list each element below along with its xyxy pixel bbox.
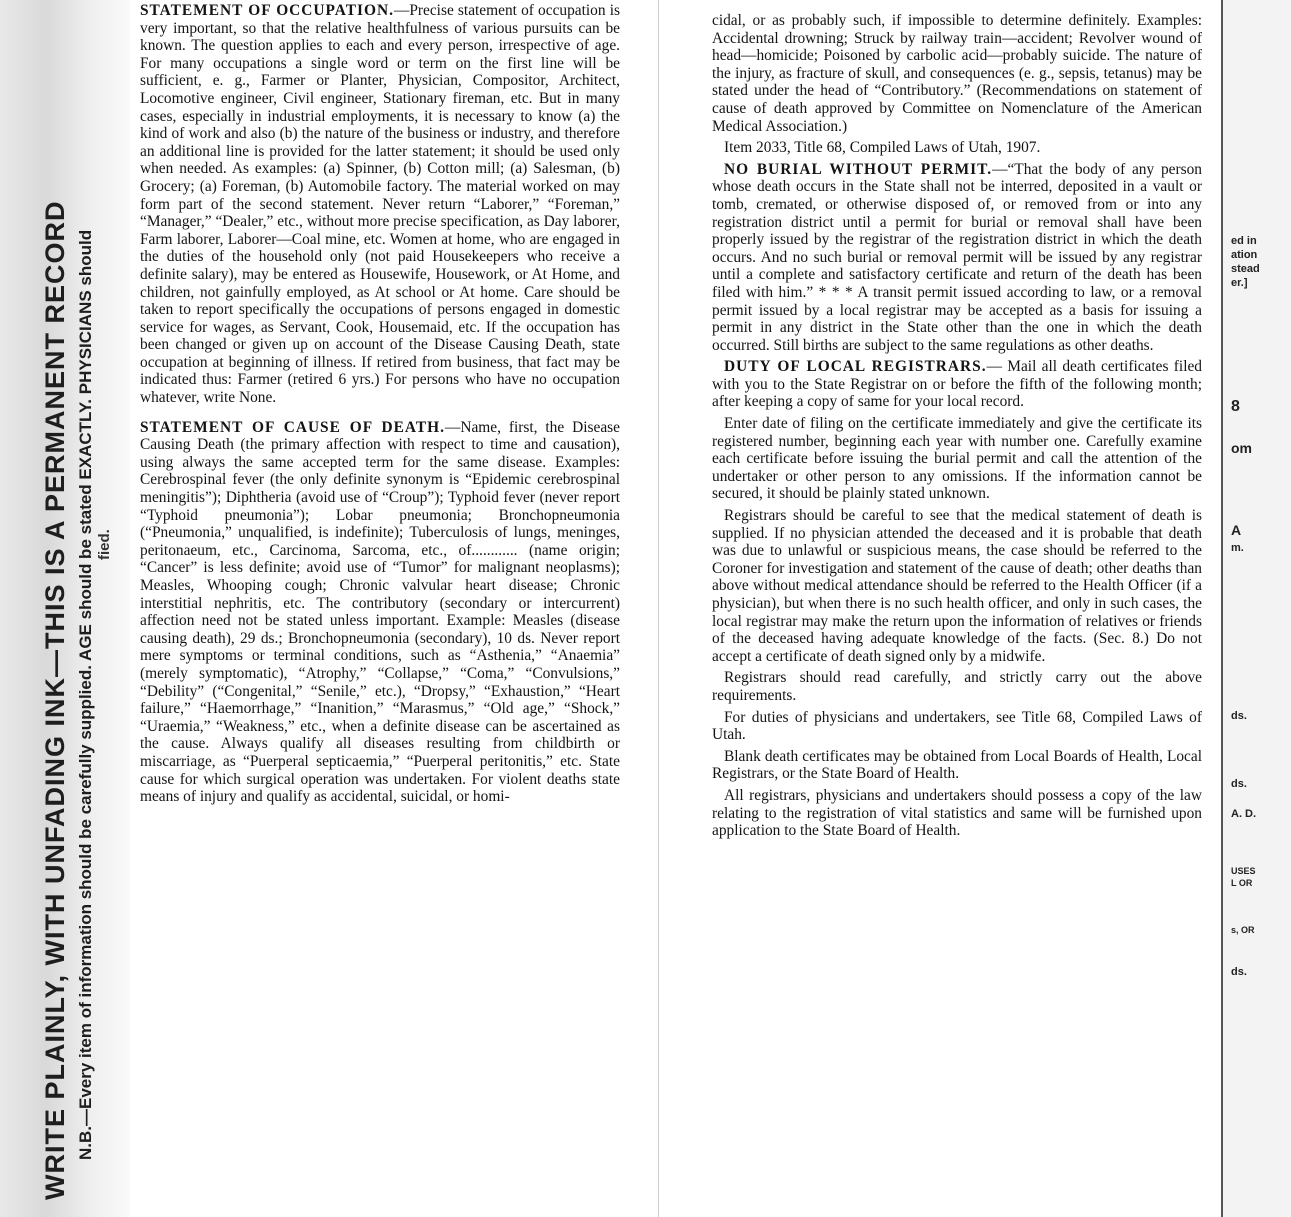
duty-body: — Mail all death certificates filed with you to the State Registrar on or before the fifth of the following month; after keeping a copy of same for your local record. [712,358,1202,411]
duty-paragraph: For duties of physicians and undertakers, see Title 68, Compiled Laws of Utah. [712,708,1202,744]
burial-section [712,161,1202,355]
cause-of-death-section [140,419,620,806]
margin-fragment: stead [1231,263,1260,275]
duty-paragraph: Blank death certificates may be obtained from Local Boards of Health, Local Registrars, or the State Board of Health. [712,747,1202,783]
duty-paragraph: Enter date of filing on the certificate immediately and give the certificate its registered number, beginning each year with number one. Carefully examine each certificate before issuing the burial permit and call the attention of the undertaker or other person to any omissions. If the information cannot be secured, it should be plainly stated unknown. [712,415,1202,503]
margin-fragment: A [1231,522,1242,538]
margin-fragment: er.] [1231,277,1248,289]
occupation-heading: STATEMENT OF OCCUPATION. [140,2,394,19]
cause-continuation: cidal, or as probably such, if impossible to determine definitely. Examples: Accidental drowning; Struck by railway train—accident; Revolver wound of head—homicide; Poisoned by carbolic acid—probably suicide. The nature of the injury, as fracture of skull, and consequences (e. g., sepsis, tetanus) may be stated under the head of “Contributory.” (Recommendations on statement of cause of death approved by Committee on Nomenclature of the American Medical Association.) [712,12,1202,135]
information-notice-fragment: fied. [96,529,113,560]
duty-paragraph: All registrars, physicians and undertakers should possess a copy of the law relating to the registration of vital statistics and same will be furnished upon application to the State Board of Health. [712,786,1202,840]
left-margin-strip [0,0,130,1217]
margin-fragment: USES [1231,866,1256,876]
item-reference: Item 2033, Title 68, Compiled Laws of Utah, 1907. [724,139,1041,157]
burial-body: —“That the body of any person whose death occurs in the State shall not be interred, deposited in a vault or tomb, cremated, or otherwise disposed of, or removed from or into any registration district until a permit for burial or removal shall have been properly issued by the registrar of the registration district in which the death occurs. And no such burial or removal permit will be issued by any registrar until a complete and satisfactory certificate and return of the death has been filed with him.” * * * A transit permit issued according to law, or a removal permit issued by a local registrar may be accepted as a basis for issuing a permit in any district in the State other than the one in which the death occurred. Still births are subject to the same regulations as other deaths. [712,160,1202,354]
margin-fragment: ds. [1231,710,1247,722]
margin-fragment: 8 [1231,398,1240,415]
margin-fragment: ation [1231,249,1258,261]
margin-fragment: ds. [1231,966,1247,978]
margin-fragment: ed in [1231,235,1257,247]
duty-paragraph: Registrars should be careful to see that the medical statement of death is supplied. If no physician attended the deceased and it is probable that death was due to unlawful or suspicious means, the case should be referred to the Coroner for investigation and statement of the cause of death; other deaths than above without medical attendance should be referred to the Health Officer (if a physician), but when there is no such health officer, and only in such cases, the local registrar may make the return upon the information of relatives or friends of the deceased having adequate knowledge of the facts. (Sec. 8.) Do not accept a certificate of death signed only by a midwife. [712,507,1202,665]
margin-fragment: ds. [1231,778,1247,790]
permanent-record-notice: WRITE PLAINLY, WITH UNFADING INK—THIS IS A PERMANENT RECORD [40,200,70,1200]
cause-of-death-heading: STATEMENT OF CAUSE OF DEATH. [140,418,445,436]
cause-of-death-body: —Name, first, the Disease Causing Death (the primary affection with respect to time and causation), using always the same accepted term for the same disease. Examples: Cerebrospinal fever (the only definite synonym is “Epidemic cerebrospinal meningitis”); Diphtheria (avoid use of “Croup”); Typhoid fever (never report “Typhoid pneumonia”); Lobar pneumonia; Bronchopneumonia (“Pneumonia,” unqualified, is indefinite); Tuberculosis of lungs, meninges, peritonaeum, etc., Carcinoma, Sarcoma, etc., of............ (name origin; “Cancer” is less definite; avoid use of “Tumor” for malignant neoplasms); Measles, Whooping cough; Chronic valvular heart disease; Chronic interstitial nephritis, etc. The contributory (secondary or intercurrent) affection need not be stated unless important. Example: Measles (disease causing death), 29 ds.; Bronchopneumonia (secondary), 10 ds. Never report mere symptoms or terminal conditions, such as “Asthenia,” “Anaemia” (merely symptomatic), “Atrophy,” “Collapse,” “Coma,” “Convulsions,” “Debility” (“Congenital,” “Senile,” etc.), “Dropsy,” “Exhaustion,” “Heart failure,” “Haemorrhage,” “Inanition,” “Marasmus,” “Old age,” “Shock,” “Uraemia,” “Weakness,” etc., when a definite disease can be ascertained as the cause. Always qualify all diseases resulting from childbirth or miscarriage, as “Puerperal septicaemia,” “Puerperal peritonitis,” etc. State cause for which surgical operation was undertaken. For violent deaths state means of injury and qualify as accidental, suicidal, or homi- [140,418,620,806]
margin-fragment: L OR [1231,878,1253,888]
occupation-body: —Precise statement of occupation is very important, so that the relative healthfulness of various pursuits can be known. The question applies to each and every person, irrespective of age. For many occupations a single word or term on the first line will be sufficient, e. g., Farmer or Planter, Physician, Compositor, Architect, Locomotive engineer, Civil engineer, Stationary fireman, etc. But in many cases, especially in industrial employments, it is necessary to know (a) the kind of work and also (b) the nature of the business or industry, and therefore an additional line is provided for the latter statement; it should be used only when needed. As examples: (a) Spinner, (b) Cotton mill; (a) Salesman, (b) Grocery; (a) Foreman, (b) Automobile factory. The material worked on may form part of the second statement. Never return “Laborer,” “Foreman,” “Manager,” “Dealer,” etc., without more precise specification, as Day laborer, Farm laborer, Laborer—Coal mine, etc. Women at home, who are engaged in the duties of the household only (not paid Housekeepers who receive a definite salary), may be entered as Housewife, Housework, or At Home, and children, not gainfully employed, as At school or At home. Care should be taken to report specifically the occupations of persons engaged in domestic service for wages, as Servant, Cook, Housemaid, etc. If the occupation has been changed or given up on account of the Disease Causing Death, state occupation at beginning of illness. If retired from business, that fact may be indicated thus: Farmer (retired 6 yrs.) For persons who have no occupation whatever, write None. [140,2,620,407]
margin-fragment: m. [1231,542,1244,554]
margin-fragment: s, OR [1231,925,1255,935]
right-margin-strip [1221,0,1291,1217]
information-notice: N.B.—Every item of information should be carefully supplied. AGE should be stated EXACTLY. PHYSICIANS should [76,229,95,1160]
duty-heading: DUTY OF LOCAL REGISTRARS. [724,358,987,376]
margin-fragment: om [1231,440,1252,456]
left-column [140,2,620,810]
burial-heading: NO BURIAL WITHOUT PERMIT. [724,160,993,178]
margin-fragment: A. D. [1231,808,1257,820]
duty-section [712,358,1202,411]
duty-paragraph: Registrars should read carefully, and strictly carry out the above requirements. [712,669,1202,704]
occupation-section [140,2,620,407]
column-divider [658,0,659,1217]
right-column [712,12,1202,844]
